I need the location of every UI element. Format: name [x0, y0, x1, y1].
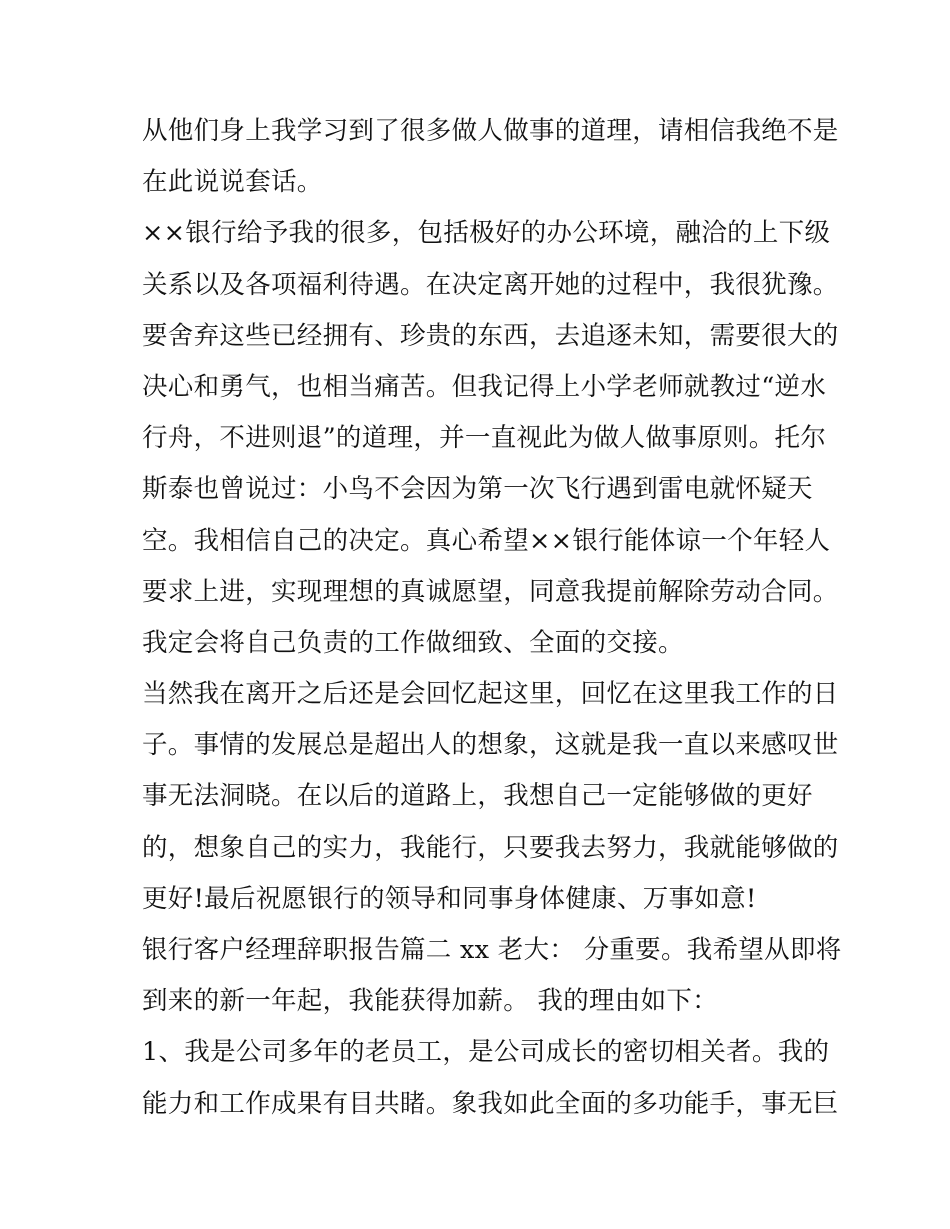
text-line: 斯泰也曾说过：小鸟不会因为第一次飞行遇到雷电就怀疑天 [142, 474, 813, 505]
text-line: 的，想象自己的实力，我能行，只要我去努力，我就能够做的 [142, 832, 839, 863]
text-line: 子。事情的发展总是超出人的想象，这就是我一直以来感叹世 [142, 730, 839, 761]
text-line: 事无法洞晓。在以后的道路上，我想自己一定能够做的更好 [142, 781, 813, 812]
text-line: 从他们身上我学习到了很多做人做事的道理，请相信我绝不是 [142, 116, 839, 146]
text-line: 决心和勇气，也相当痛苦。但我记得上小学老师就教过“逆水 [142, 371, 827, 402]
text-line: 要舍弃这些已经拥有、珍贵的东西，去追逐未知，需要很大的 [142, 320, 839, 351]
text-line: 更好!最后祝愿银行的领导和同事身体健康、万事如意! [142, 883, 757, 914]
text-line: 当然我在离开之后还是会回忆起这里，回忆在这里我工作的日 [142, 679, 839, 710]
text-line: 1、我是公司多年的老员工，是公司成长的密切相关者。我的 [142, 1037, 830, 1068]
text-line: 银行客户经理辞职报告篇二 xx 老大： 分重要。我希望从即将 [142, 935, 842, 965]
text-line: ××银行给予我的很多，包括极好的办公环境，融洽的上下级 [142, 218, 831, 249]
text-line: 到来的新一年起，我能获得加薪。 我的理由如下： [142, 986, 719, 1017]
body-text [142, 106, 842, 1130]
text-line: 要求上进，实现理想的真诚愿望，同意我提前解除劳动合同。 [142, 576, 839, 607]
text-line: 空。我相信自己的决定。真心希望××银行能体谅一个年轻人 [142, 525, 831, 556]
text-line: 在此说说套话。 [142, 167, 323, 198]
text-line: 行舟，不进则退”的道理，并一直视此为做人做事原则。托尔 [142, 423, 827, 454]
text-line: 能力和工作成果有目共睹。象我如此全面的多功能手，事无巨 [142, 1088, 839, 1119]
text-line: 我定会将自己负责的工作做细致、全面的交接。 [142, 627, 684, 658]
text-line: 关系以及各项福利待遇。在决定离开她的过程中，我很犹豫。 [142, 269, 839, 300]
